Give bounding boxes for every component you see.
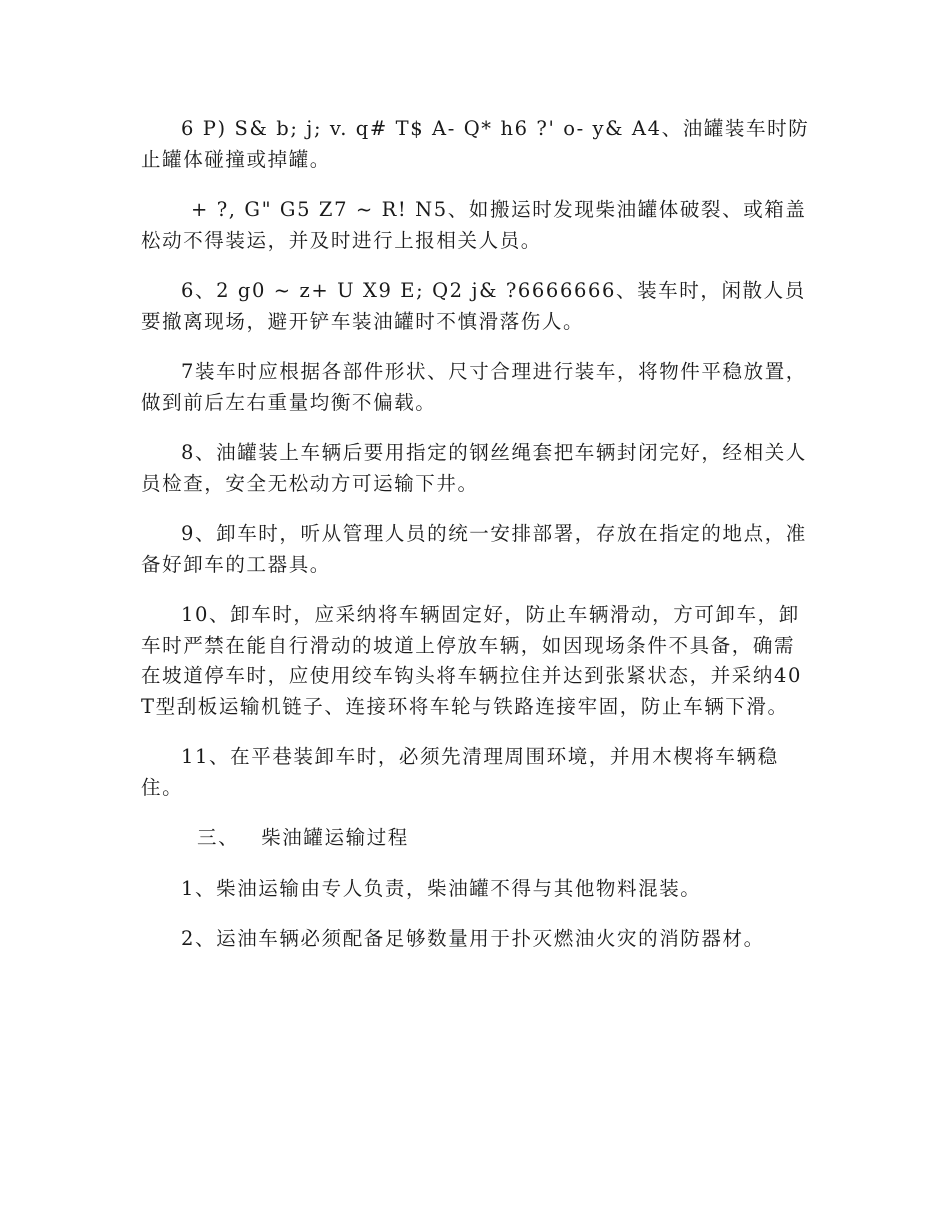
paragraph-item-8: 8、油罐装上车辆后要用指定的钢丝绳套把车辆封闭完好，经相关人员检查，安全无松动方可运输下井。 (141, 441, 807, 495)
paragraph-item-11: 11、在平巷装卸车时，必须先清理周围环境，并用木楔将车辆稳住。 (141, 745, 779, 799)
paragraph-item-7: 7装车时应根据各部件形状、尺寸合理进行装车，将物件平稳放置，做到前后左右重量均衡不偏载。 (141, 360, 807, 414)
paragraph-item-6: 6、2 g0 ~ z+ U X9 E; Q2 j& ?6666666、装车时，闲散人员要撤离现场，避开铲车装油罐时不慎滑落伤人。 (141, 279, 806, 333)
section-heading (141, 823, 811, 854)
paragraph-item-5: + ?, G" G5 Z7 ~ R! N5、如搬运时发现柴油罐体破裂、或箱盖松动不得装运，并及时进行上报相关人员。 (141, 198, 807, 252)
section-heading-number: 三、 (197, 826, 240, 849)
paragraph-item-9: 9、卸车时，听从管理人员的统一安排部署，存放在指定的地点，准备好卸车的工器具。 (141, 522, 807, 576)
section-paragraph-2: 2、运油车辆必须配备足够数量用于扑灭燃油火灾的消防器材。 (181, 927, 765, 950)
paragraph-item-4: 6 P) S& b; j; v. q# T$ A- Q* h6 ?' o- y& A4、油罐装车时防止罐体碰撞或掉罐。 (141, 117, 810, 171)
section-paragraph-1: 1、柴油运输由专人负责，柴油罐不得与其他物料混装。 (181, 876, 702, 900)
document-body (141, 114, 811, 975)
section-heading-title: 柴油罐运输过程 (261, 826, 409, 849)
paragraph-item-10: 10、卸车时，应采纳将车辆固定好，防止车辆滑动，方可卸车，卸车时严禁在能自行滑动的坡道上停放车辆，如因现场条件不具备，确需在坡道停车时，应使用绞车钩头将车辆拉住并达到张紧状态，并采纳40T型刮板运输机链子、连接环将车轮与铁路连接牢固，防止车辆下滑。 (141, 603, 803, 718)
